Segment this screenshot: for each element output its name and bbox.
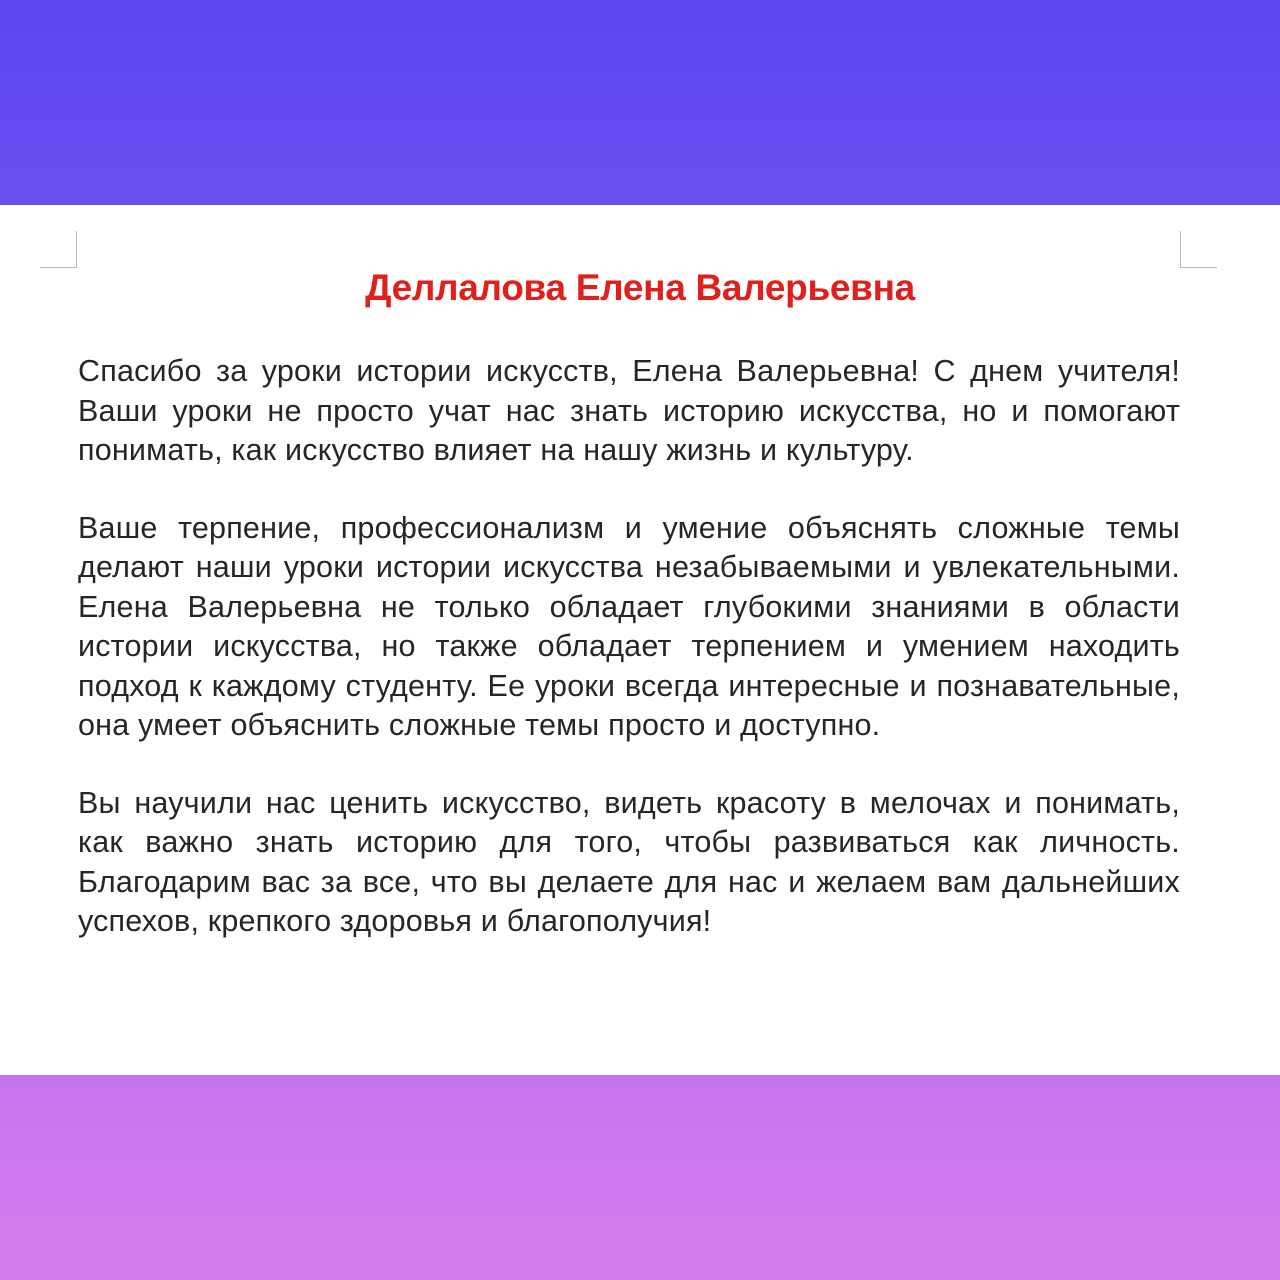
paragraph-1: Спасибо за уроки истории искусств, Елена Валерьевна! С днем учителя! Ваши уроки не просто учат нас знать историю искусства, но и помогают понимать, как искусство влияет на нашу жизнь и культуру. (78, 354, 1180, 467)
crop-mark-right (1180, 231, 1217, 268)
document-title: Деллалова Елена Валерьевна (365, 267, 915, 308)
paragraph-3: Вы научили нас ценить искусство, видеть красоту в мелочах и понимать, как важно знать историю для того, чтобы развиваться как личность. Благодарим вас за все, что вы делаете для нас и желаем вам дальнейших успехов, крепкого здоровья и благополучия! (78, 785, 1180, 938)
crop-mark-left (40, 231, 77, 268)
top-gradient-band (0, 0, 1280, 205)
document-page (0, 205, 1280, 1075)
bottom-gradient-band (0, 1075, 1280, 1280)
paragraph-2: Ваше терпение, профессионализм и умение объяснять сложные темы делают наши уроки истории искусства незабываемыми и увлекательными. Елена Валерьевна не только обладает глубокими знаниями в области истории искусства, но также обладает терпением и умением находить подход к каждому студенту. Ее уроки всегда интересные и познавательные, она умеет объяснить сложные темы просто и доступно. (78, 510, 1180, 742)
document-body (78, 352, 1180, 980)
